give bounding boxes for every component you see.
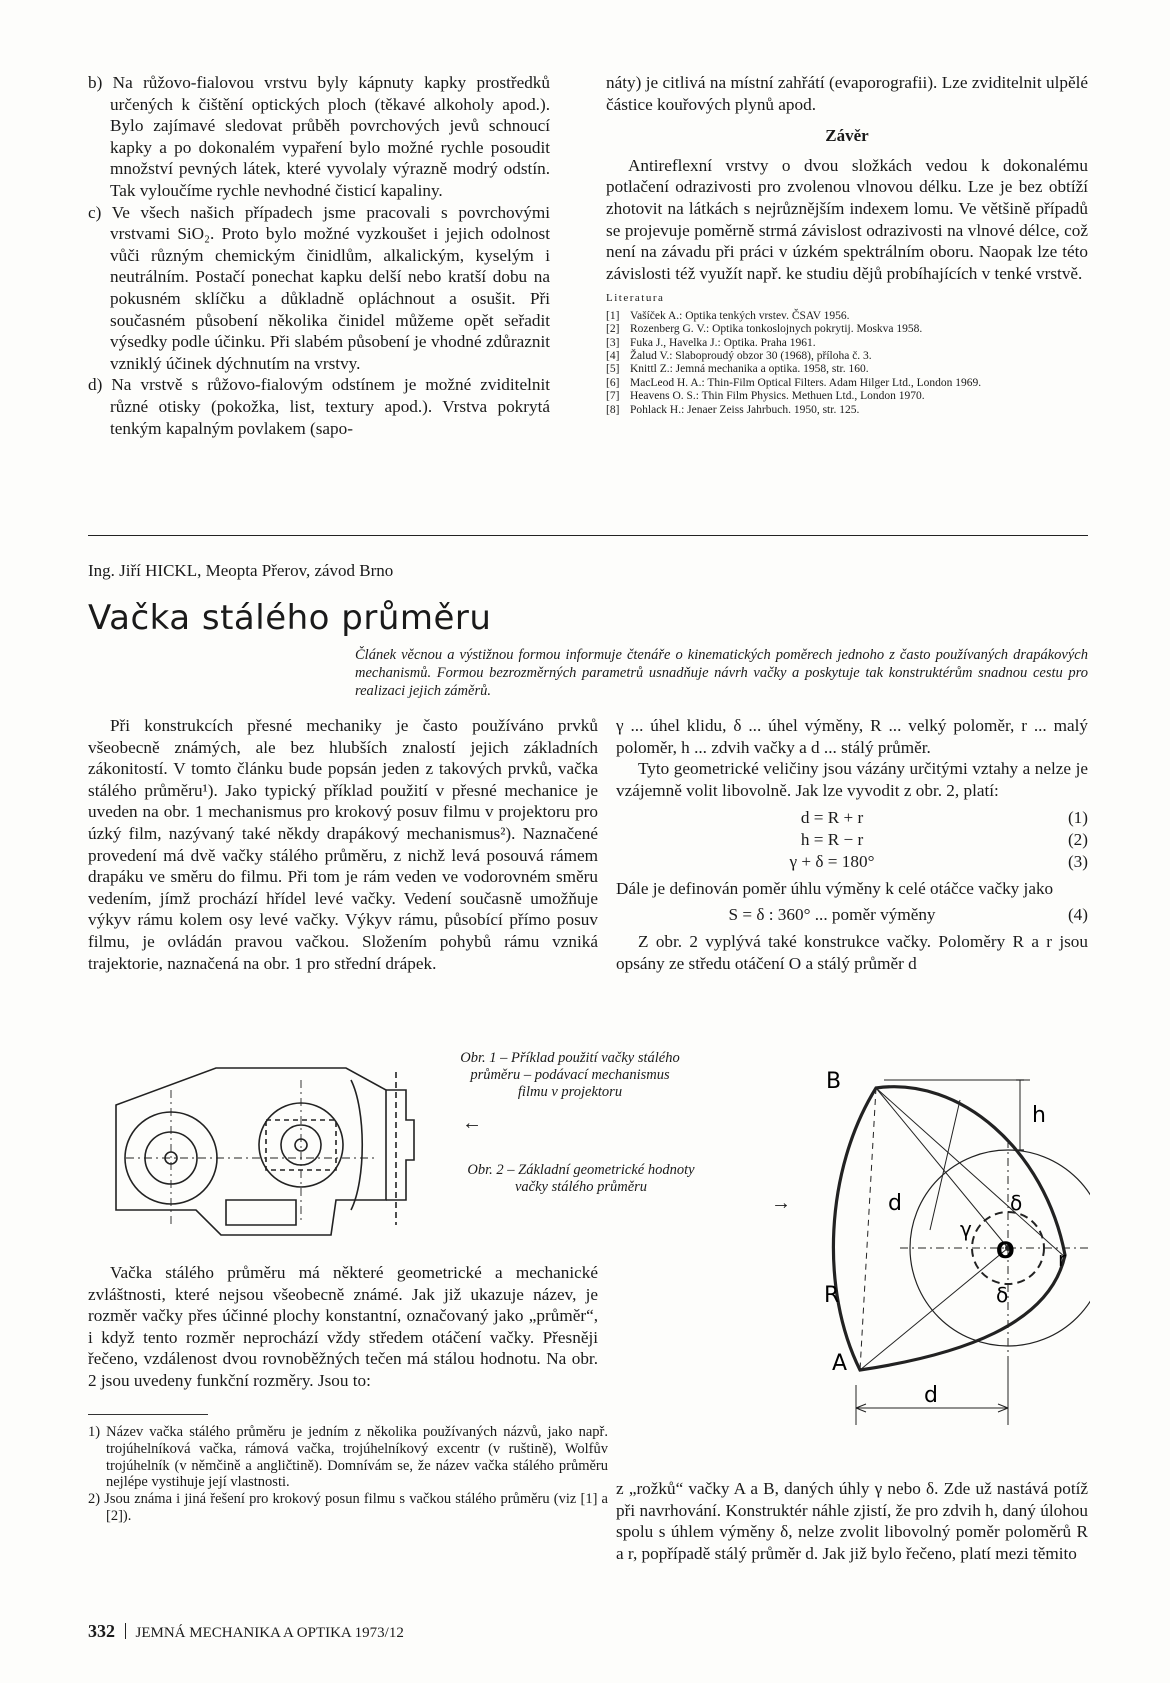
reference-number: [5]: [606, 363, 620, 376]
figure-2-cam-geometry: [800, 1040, 1090, 1440]
footnote-2: 2) Jsou známa i jiná řešení pro krokový posun filmu s vačkou stálého průměru (viz [1] a [2]).: [88, 1491, 608, 1524]
arrow-left-icon: ←: [462, 1112, 482, 1134]
construction-paragraph: Z obr. 2 vyplývá také konstrukce vačky. Poloměry R a r jsou opsány ze středu otáčení O a stálý průměr d: [616, 932, 1088, 973]
equation-block: [616, 807, 1088, 872]
equation-1: [616, 807, 1088, 829]
reference-number: [8]: [606, 403, 620, 416]
reference-text: MacLeod H. A.: Thin-Film Optical Filters. Adam Hilger Ltd., London 1969.: [630, 376, 982, 389]
references: [606, 292, 1088, 417]
journal-name: JEMNÁ MECHANIKA A OPTIKA 1973/12: [135, 1625, 404, 1641]
article-left-column-lower: [88, 1262, 598, 1392]
equation-text: γ + δ = 180°: [789, 851, 875, 871]
list-item-c: c) Ve všech našich případech jsme pracovali s povrchovými vrstvami SiO₂. Proto bylo možné vyzkoušet i jejich odolnost vůči různým chemickým činidlům, alkalickým, kyselým i neutrálním. Postačí ponechat kapku delší nebo kratší dobu na pokusném sklíčku a důkladně opláchnout a osušit. Při současném působení několika činidel můžeme opět seřadit výsedky podle účinku. Při slabém působení je vhodné zdůraznit vzniklý účinek dýchnutím na vrstvy.: [88, 202, 550, 373]
equation-4: [616, 904, 1088, 926]
figure-2-label-O: O: [996, 1239, 1015, 1264]
figure-2-label-h: h: [1032, 1103, 1046, 1128]
relations-paragraph: Tyto geometrické veličiny jsou vázány určitými vztahy a nelze je vzájemně volit libovolně. Jak lze vyvodit z obr. 2, platí:: [616, 759, 1088, 800]
conclusion-heading: Závěr: [825, 126, 869, 146]
design-paragraph: z „rožků“ vačky A a B, daných úhly γ nebo δ. Zde už nastává potíž při navrhování. Konstruktér náhle zjistí, že pro zdvih h, daný úlohou spolu s úhlem výměny δ, nelze zvolit libovolný poměr poloměrů R a r, popřípadě stálý průměr d. Jak již bylo řečeno, platí mezi těmito: [616, 1479, 1088, 1563]
equation-text: h = R − r: [800, 829, 864, 849]
reference-text: Knittl Z.: Jemná mechanika a optika. 1958, str. 160.: [630, 363, 869, 376]
references-heading: Literatura: [606, 292, 665, 305]
equation-2: [616, 829, 1088, 851]
reference-item: [606, 363, 1088, 376]
figure-1-caption: Obr. 1 – Příklad použití vačky stálého průměru – podávací mechanismus filmu v projektoru: [460, 1050, 680, 1100]
reference-text: Žalud V.: Slaboproudý obzor 30 (1968), příloha č. 3.: [630, 349, 872, 362]
page-number: 332: [88, 1621, 115, 1641]
reference-number: [2]: [606, 323, 620, 336]
figure-2-label-d-diagonal: d: [888, 1191, 902, 1216]
equation-number: (4): [1067, 904, 1088, 924]
reference-number: [4]: [606, 349, 620, 362]
section-divider: [88, 535, 1088, 536]
reference-text: Heavens O. S.: Thin Film Physics. Methuen Ltd., London 1970.: [630, 390, 925, 403]
ratio-paragraph: Dále je definován poměr úhlu výměny k celé otáčce vačky jako: [616, 879, 1054, 899]
equation-text: d = R + r: [800, 808, 864, 828]
figure-2-caption: Obr. 2 – Základní geometrické hodnoty vačky stálého průměru: [467, 1162, 695, 1195]
footnote-rule: [88, 1414, 208, 1415]
reference-number: [6]: [606, 376, 620, 389]
equation-3: [616, 851, 1088, 873]
reference-number: [3]: [606, 336, 620, 349]
top-left-column: [88, 72, 550, 439]
article-left-column: [88, 715, 598, 974]
reference-item: [606, 390, 1088, 403]
reference-text: Vašíček A.: Optika tenkých vrstev. ČSAV 1956.: [630, 309, 850, 322]
figure-2-label-delta-top: δ: [1010, 1191, 1023, 1215]
footer-separator: [125, 1623, 126, 1639]
equation-number: (2): [1067, 829, 1088, 849]
list-item-d: d) Na vrstvě s růžovo-fialovým odstínem je možné zviditelnit různé otisky (pokožka, list, textury apod.). Vrstva pokrytá tenkým kapalným povlakem (sapo-: [88, 375, 550, 438]
reference-text: Fuka J., Havelka J.: Optika. Praha 1961.: [630, 336, 816, 349]
equation-number: (1): [1067, 808, 1088, 828]
page-footer: [88, 1621, 1088, 1642]
description-paragraph: Vačka stálého průměru má některé geometrické a mechanické zvláštnosti, které nejsou všeobecně známé. Jak již ukazuje název, je rozměr vačky přes účinné plochy konstantní, označovaný jako „průměr“, i když tento rozměr neprochází vždy středem otáčení vačky. Přesněji řečeno, vzdálenost dvou rovnoběžných tečen má stálou hodnotu. Na obr. 2 jsou uvedeny funkční rozměry. Jsou to:: [88, 1263, 598, 1390]
continued-paragraph: náty) je citlivá na místní zahřátí (evaporografii). Lze zviditelnit ulpělé částice kouřových plynů apod.: [606, 73, 1088, 114]
figure-2-label-A: A: [832, 1351, 848, 1376]
footnote-1: 1) Název vačka stálého průměru je jedním z několika používaných názvů, jako např. trojúhelníková vačka, rámová vačka, trojúhelníkový excentr (v ruštině), Wolfův trojúhelník (v němčině a angličtině). Domnívám se, že název vačka stálého průměru nejlépe vystihuje její vlastnosti.: [88, 1424, 608, 1491]
footnotes: [88, 1424, 608, 1525]
article-right-column: [616, 715, 1088, 975]
reference-number: [1]: [606, 309, 620, 322]
reference-number: [7]: [606, 390, 620, 403]
equation-text: S = δ : 360° ... poměr výměny: [728, 904, 936, 924]
figure-2-label-d-bottom: d: [924, 1383, 938, 1408]
reference-text: Rozenberg G. V.: Optika tonkoslojnych pokrytij. Moskva 1958.: [630, 323, 923, 336]
reference-item: [606, 377, 1088, 390]
reference-item: [606, 404, 1088, 417]
arrow-right-icon: →: [771, 1192, 791, 1214]
conclusion-paragraph: Antireflexní vrstvy o dvou složkách vedou k dokonalému potlačení odrazivosti pro zvolenou vlnovou délku. Lze je bez obtíží zhotovit na látkách s nejrůznějším indexem lomu. Ve většině případů se projevuje poměrně strmá závislost odrazivosti na vlnové délce, což není na závadu při práci v úzkém spektrálním oboru. Naopak lze této závislosti též využít např. ke studiu dějů probíhajících v tenké vrstvě.: [606, 155, 1088, 283]
figure-2-label-gamma: γ: [960, 1217, 972, 1241]
reference-item: [606, 310, 1088, 323]
article-title: Vačka stálého průměru: [88, 598, 492, 638]
figure-1-mechanism-drawing: [96, 1050, 436, 1260]
equation-number: (3): [1067, 851, 1088, 871]
article-abstract: Článek věcnou a výstižnou formou informuje čtenáře o kinematických poměrech jednoho z často používaných drapákových mechanismů. Formou bezrozměrných parametrů usnadňuje návrh vačky a poskytuje tak konstruktérům snadnou cestu pro realizaci jejich záměrů.: [355, 647, 1088, 699]
reference-item: [606, 323, 1088, 336]
figure-2-label-B: B: [826, 1069, 842, 1094]
figure-2-label-r: r: [1058, 1247, 1067, 1271]
top-right-column: [606, 72, 1088, 417]
symbols-paragraph: γ ... úhel klidu, δ ... úhel výměny, R ... velký poloměr, r ... malý poloměr, h ... zdvih vačky a d ... stálý průměr.: [616, 716, 1088, 757]
reference-item: [606, 337, 1088, 350]
figure-2-label-R: R: [824, 1283, 840, 1308]
reference-text: Pohlack H.: Jenaer Zeiss Jahrbuch. 1950, str. 125.: [630, 403, 860, 416]
article-author: Ing. Jiří HICKL, Meopta Přerov, závod Brno: [88, 561, 394, 580]
reference-item: [606, 350, 1088, 363]
article-right-column-lower: [616, 1478, 1088, 1564]
figure-2-label-delta-bottom: δ: [996, 1283, 1009, 1307]
intro-paragraph: Při konstrukcích přesné mechaniky je často používáno prvků všeobecně známých, ale bez hlubších znalostí jejich základních zákonitostí. V tomto článku bude popsán jeden z takových prvků, vačka stálého průměru¹). Jako typický příklad použití v přesné mechanice je uveden na obr. 1 mechanismus pro krokový posuv filmu v projektoru pro úzký film, nazývaný také někdy drapákový mechanismus²). Naznačené provedení má dvě vačky stálého průměru, z nichž levá posouvá rámem drapáku ve směru do filmu. Při tom je rám veden ve vodorovném směru vedením, jímž prochází hřídel levé vačky. Vedení současně umožňuje výkyv rámu kolem osy levé vačky. Výkyv rámu, působící přímo posuv filmu, je ovládán pravou vačkou. Složením pohybů rámu vzniká trajektorie, naznačená na obr. 1 pro střední drápek.: [88, 716, 598, 973]
list-item-b: b) Na růžovo-fialovou vrstvu byly kápnuty kapky prostředků určených k čištění optických ploch (těkavé alkoholy apod.). Bylo zajímavé sledovat průběh povrchových jevů schnoucí kapky a po dokonalém vypaření bylo možné rychle posoudit množství pevných látek, které vyvolaly výrazně modrý odstín. Tak vyloučíme rychle nevhodné čisticí kapaliny.: [88, 73, 550, 200]
